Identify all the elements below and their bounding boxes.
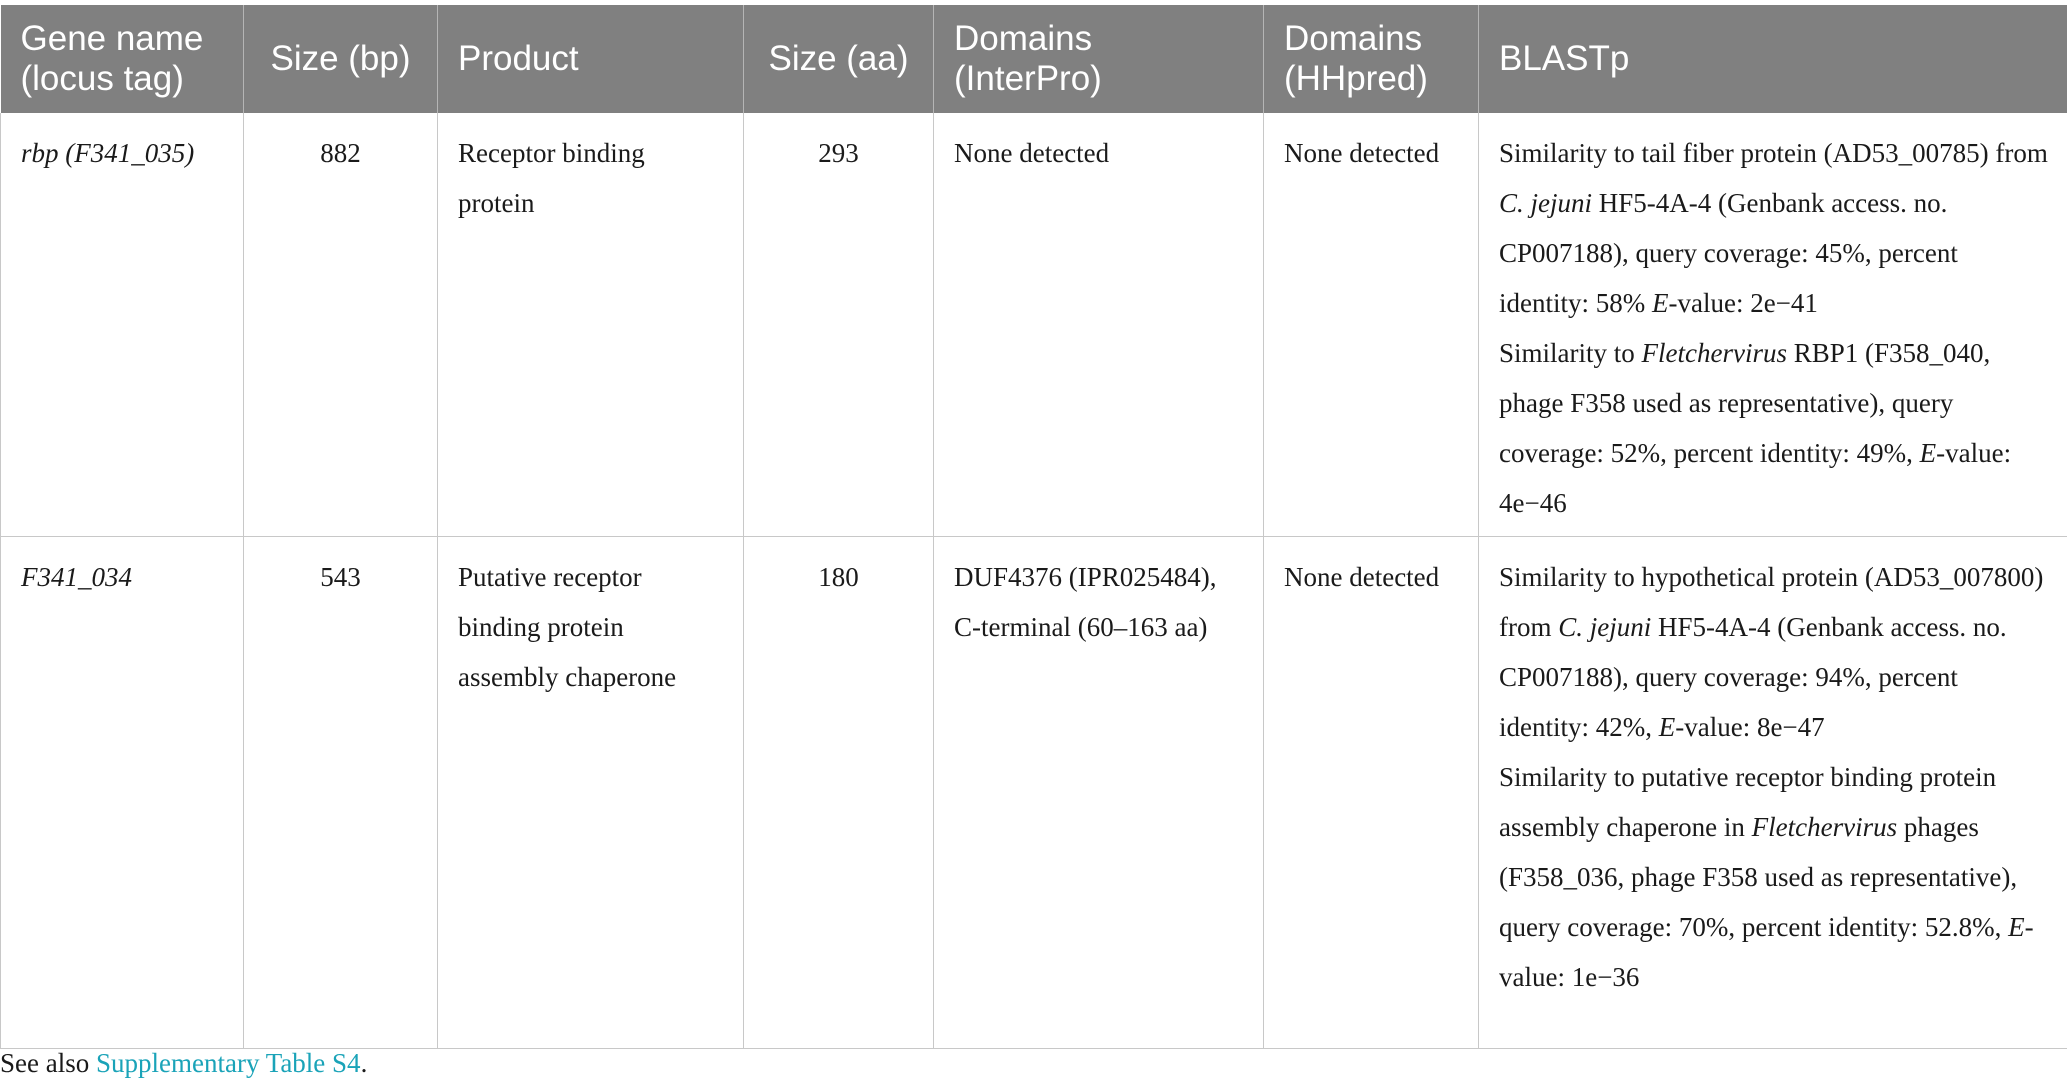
blastp-text: HF5-4A-4 (Genbank access. no. CP007188), query coverage: 94%, percent identity: 42%, [1499,612,2007,742]
table-footnote [0,1046,367,1080]
results-table-container [0,5,2067,1049]
footnote-prefix: See also [0,1048,96,1078]
blastp-evalue-symbol: E [1651,288,1669,318]
header-domains-interpro: Domains (InterPro) [934,5,1264,113]
cell-size-aa: 293 [744,113,934,537]
blastp-organism: C. jejuni [1499,188,1592,218]
blastp-paragraph [1499,752,2051,1002]
blastp-paragraph [1499,328,2051,528]
header-blastp: BLASTp [1479,5,2067,113]
blastp-text: Similarity to tail fiber protein (AD53_00785) from [1499,138,2048,168]
blastp-organism: C. jejuni [1558,612,1652,642]
cell-size-aa: 180 [744,537,934,1049]
blastp-paragraph [1499,552,2051,752]
cell-size-bp: 543 [244,537,438,1049]
blastp-text: Similarity to putative receptor binding protein assembly chaperone in [1499,762,1997,842]
blastp-evalue: -value: 1e−36 [1499,912,2034,992]
blastp-evalue: -value: 2e−41 [1668,288,1818,318]
footnote-suffix: . [360,1048,368,1078]
cell-domains-interpro: None detected [934,113,1264,537]
cell-size-bp: 882 [244,113,438,537]
blastp-organism: Fletchervirus [1751,812,1898,842]
blastp-evalue-symbol: E [2008,912,2025,942]
table-row [1,537,2067,1049]
header-product: Product [438,5,744,113]
blastp-evalue: -value: 8e−47 [1675,712,1825,742]
blastp-organism: Fletchervirus [1641,338,1787,368]
gene-table [0,5,2067,1049]
table-row [1,113,2067,537]
supplementary-table-link[interactable]: Supplementary Table S4 [95,1048,361,1078]
cell-domains-hhpred: None detected [1264,113,1479,537]
blastp-evalue-symbol: E [1658,712,1676,742]
cell-domains-hhpred: None detected [1264,537,1479,1049]
cell-domains-interpro: DUF4376 (IPR025484), C-terminal (60–163 aa) [934,537,1264,1049]
blastp-text: phages (F358_036, phage F358 used as representative), query coverage: 70%, percent identity: 52.8%, [1499,812,2018,942]
cell-product: Receptor binding protein [438,113,744,537]
header-size-bp: Size (bp) [244,5,438,113]
cell-blastp [1479,113,2067,537]
header-size-aa: Size (aa) [744,5,934,113]
cell-product: Putative receptor binding protein assembly chaperone [438,537,744,1049]
blastp-text: RBP1 (F358_040, phage F358 used as representative), query coverage: 52%, percent identity: 49%, [1499,338,1991,468]
cell-gene-name: F341_034 [1,537,244,1049]
blastp-paragraph [1499,128,2051,328]
blastp-text: Similarity to hypothetical protein (AD53_007800) from [1499,562,2044,642]
blastp-text: HF5-4A-4 (Genbank access. no. CP007188), query coverage: 45%, percent identity: 58% [1499,188,1958,318]
cell-blastp [1479,537,2067,1049]
table-header-row [1,5,2067,113]
blastp-evalue: -value: 4e−46 [1499,438,2012,518]
header-gene-name: Gene name (locus tag) [1,5,244,113]
cell-gene-name: rbp (F341_035) [1,113,244,537]
header-domains-hhpred: Domains (HHpred) [1264,5,1479,113]
blastp-evalue-symbol: E [1919,438,1937,468]
blastp-text: Similarity to [1499,338,1642,368]
